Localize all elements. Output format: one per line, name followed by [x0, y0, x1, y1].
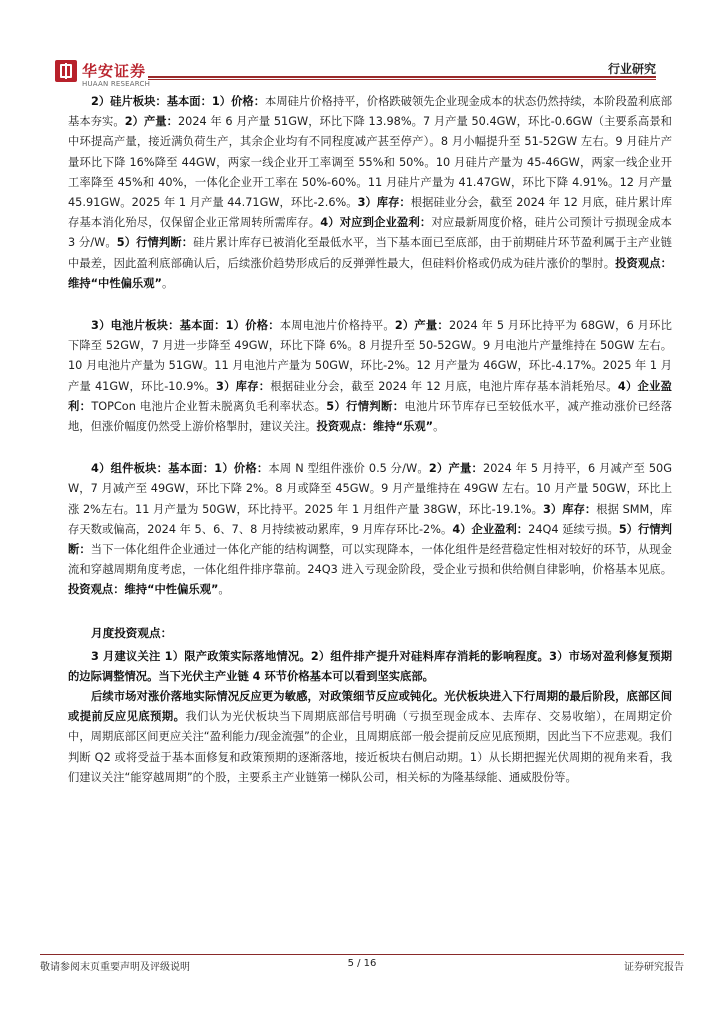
cell-profit-text: TOPCon 电池片企业暂未脱离负毛利率状态。 [91, 399, 327, 413]
report-category-tag: 行业研究 [607, 62, 656, 76]
module-section-paragraph [68, 459, 672, 600]
cell-inventory-text: 根据硅业分会，截至 2024 年 12 月底，电池片库存基本消耗殆尽。 [270, 379, 618, 393]
huaan-logo-icon [55, 60, 77, 82]
monthly-focus-paragraph [68, 647, 672, 687]
monthly-focus-text: 3 月建议关注 1）限产政策实际落地情况。2）组件排产提升对硅料库存消耗的影响程度。3）市场对盈利修复预期的边际调整情况。当下光伏主产业链 4 环节价格基本可以看到坚实底部。 [68, 649, 672, 683]
wafer-period: 。 [161, 276, 174, 290]
page-number: 5 / 16 [347, 958, 377, 969]
wafer-price-text: 本周硅片价格持平，价格跌破领先企业现金成本的状态仍然持续，本阶段盈利底部基本夯实。 [68, 95, 672, 129]
footer-disclaimer: 敬请参阅末页重要声明及评级说明 [40, 962, 190, 973]
module-outlook-text: 当下一体化组件企业通过一体化产能的结构调整，可以实现降本，一体化组件是经营稳定性相对较好的环节，从现金流和穿越周期角度考虑，一体化组件排序靠前。24Q3 进入亏现金阶段，受企业亏损和供给侧自律影响，价格基本见底。 [68, 543, 672, 577]
market-outlook-text: 我们认为光伏板块当下周期底部信号明确（亏损至现金成本、去库存、交易收缩），在周期定价中，周期底部区间更应关注“盈利能力/现金流强”的企业，且周期底部一般会提前反应见底预期，因此当下不应悲观。我们判断 Q2 或将受益于基本面修复和政策预期的逐渐落地，接近板块右侧启动期。1）从长期把握光伏周期的视角来看，我们建议关注“能穿越周期”的个股，主要系主产业链第一梯队公司，相关标的为隆基绿能、通威股份等。 [68, 710, 672, 784]
cell-output-text: 2024 年 5 月环比持平为 68GW，6 月环比下降至 52GW，7 月进一步降至 49GW，环比下降 6%。8 月提升至 50-52GW。9 月电池片产量维持在 50GW 左右。10 月电池片产量为 51GW。11 月电池片产量为 50GW，环比-2%。12 月产量为 46GW，环比-4.17%。2025 年 1 月产量 41GW，环比-10.9%。 [68, 319, 672, 393]
module-price-text: 本周 N 型组件涨价 0.5 分/W。 [268, 462, 429, 476]
cell-period: 。 [433, 420, 445, 434]
cell-output-label: 2）产量： [394, 319, 449, 333]
cell-price-text: 本周电池片价格持平。 [279, 319, 395, 333]
module-output-label: 2）产量： [428, 462, 484, 476]
wafer-profit-text: 对应最新周度价格，硅片公司预计亏损现金成本 3 分/W。 [68, 216, 672, 250]
module-heading: 4）组件板块：基本面：1）价格： [91, 462, 269, 476]
logo-chinese-name: 华安证券 [82, 62, 147, 80]
cell-investment-view: 投资观点：维持“乐观” [316, 420, 434, 434]
header-divider [148, 76, 656, 78]
header-divider-thin [148, 79, 656, 80]
wafer-profit-label: 4）对应到企业盈利： [320, 216, 432, 230]
cell-heading: 3）电池片板块：基本面：1）价格： [91, 319, 280, 333]
module-inventory-label: 3）库存： [542, 502, 597, 516]
module-investment-view: 投资观点：维持“中性偏乐观” [68, 583, 219, 597]
module-profit-text: 24Q4 延续亏损。 [528, 522, 619, 536]
cell-inventory-label: 3）库存： [216, 379, 271, 393]
page-header [0, 0, 724, 88]
module-output-text: 2024 年 5 月持平，6 月减产至 50GW，7 月减产至 49GW，环比下降 2%。8 月或降至 45GW。9 月产量维持在 49GW 左右。10 月产量 50GW，环比上涨 2%左右。11 月产量为 50GW，环比持平。2025 年 1 月组件产量 38GW，环比-19.1%。 [68, 462, 672, 516]
cell-profit-label: 4）企业盈利： [68, 379, 672, 413]
module-outlook-label: 5）行情判断： [68, 522, 672, 557]
wafer-inventory-label: 3）库存： [357, 196, 411, 210]
wafer-heading: 2）硅片板块：基本面：1）价格： [91, 95, 266, 108]
monthly-view-title: 月度投资观点： [91, 625, 173, 640]
market-outlook-lead: 后续市场对涨价落地实际情况反应更为敏感，对政策细节反应或钝化。光伏板块进入下行周期的最后阶段，底部区间或提前反应见底预期。 [68, 690, 672, 724]
wafer-investment-view: 投资观点：维持“中性偏乐观” [68, 256, 672, 290]
module-period: 。 [218, 583, 230, 597]
market-outlook-paragraph [68, 687, 672, 788]
wafer-output-label: 2）产量： [124, 115, 178, 129]
page-footer [40, 958, 684, 974]
module-inventory-text: 根据 SMM，库存天数或偏高，2024 年 5、6、7、8 月持续被动累库，9 月库存环比-2%。 [68, 502, 672, 536]
wafer-section-paragraph [68, 92, 672, 294]
footer-document-type: 证券研究报告 [624, 962, 684, 973]
wafer-output-text: 2024 年 6 月产量 51GW，环比下降 13.98%。7 月产量 50.4GW，环比-0.6GW（主要系高景和中环提高产量，接近满负荷生产，其余企业均有不同程度减产甚至停产）。8 月小幅提升至 51-52GW 左右。9 月硅片产量环比下降 16%降至 44GW，两家一线企业开工率调至 55%和 50%。10 月硅片产量为 45-46GW，两家一线企业开工率降至 45%和 40%，一体化企业开工率在 50%-60%。11 月硅片产量为 41.47GW，环比下降 4.91%。12 月产量 45.91GW。2025 年 1 月产量 44.71GW，环比-2.6%。 [68, 115, 672, 210]
footer-divider [40, 954, 684, 955]
logo-english-name: HUAAN RESEARCH [82, 80, 151, 88]
wafer-outlook-label: 5）行情判断： [116, 236, 194, 250]
cell-outlook-label: 5）行情判断： [326, 399, 405, 413]
report-body [68, 92, 672, 788]
cell-section-paragraph [68, 316, 672, 437]
module-profit-label: 4）企业盈利： [452, 522, 529, 536]
wafer-outlook-text: 硅片累计库存已被消化至最低水平，当下基本面已至底部，由于前期硅片环节盈利属于主产业链中最差，因此盈利底部确认后，后续涨价趋势形成后的反弹弹性最大，但硅料价格或仍成为硅片涨价的掣肘。 [68, 236, 672, 270]
cell-outlook-text: 电池片环节库存已至较低水平，减产推动涨价已经落地，但涨价幅度仍然受上游价格掣肘，建议关注。 [68, 399, 672, 434]
wafer-inventory-text: 根据硅业分会，截至 2024 年 12 月底，硅片累计库存基本消化殆尽，仅保留企业正常周转所需库存。 [68, 196, 672, 230]
